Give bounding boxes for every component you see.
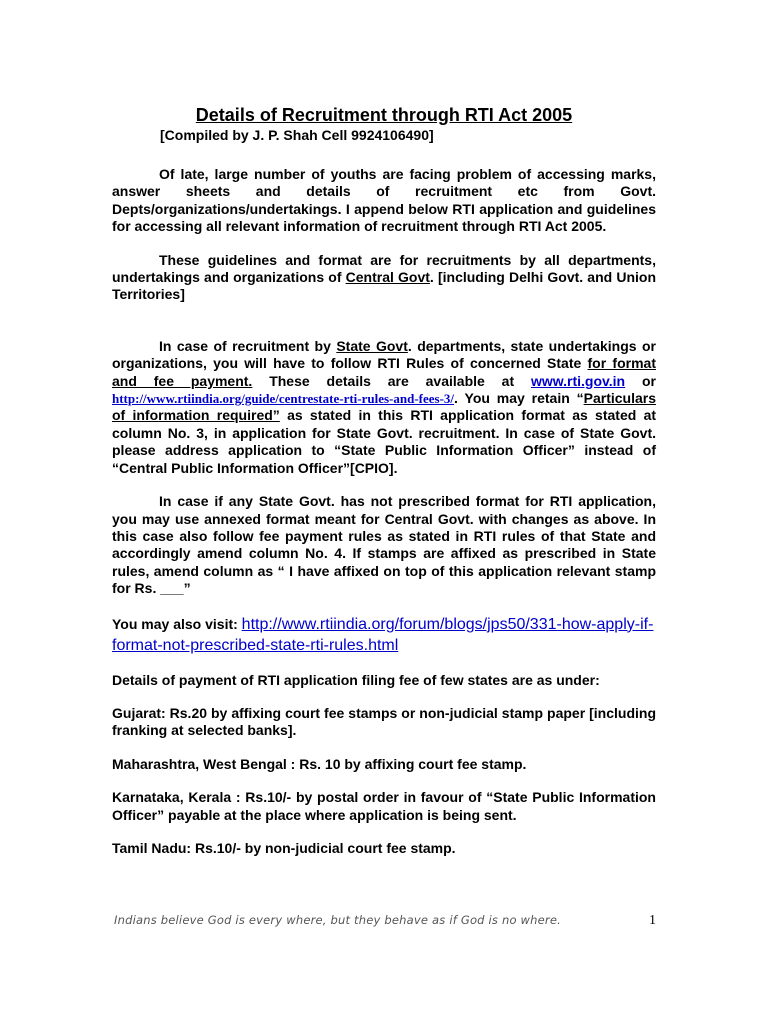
intro-paragraph: Of late, large number of youths are facing problem of accessing marks, answer sheets and details of recruitment etc from Govt. Depts/organizations/undertakings. I append below RTI application and guidelines for accessing all relevant information of recruitment through RTI Act 2005.: [112, 166, 656, 235]
page-number: 1: [649, 913, 656, 928]
no-format-paragraph: In case if any State Govt. has not prescribed format for RTI application, you may use annexed format meant for Central Govt. with changes as above. In this case also follow fee payment rules as stated in RTI rules of that State and accordingly amend column No. 4. If stamps are affixed as prescribed in State rules, amend column as “ I have affixed on top of this application relevant stamp for Rs. ___”: [112, 493, 656, 597]
fee-item-maharashtra: Maharashtra, West Bengal : Rs. 10 by affixing court fee stamp.: [112, 755, 527, 772]
format-fee-text: for format and fee payment.: [112, 355, 656, 389]
compiled-by-line: [Compiled by J. P. Shah Cell 9924106490]: [160, 127, 434, 143]
page-footer: [112, 913, 656, 933]
footer-quote: Indians believe God is every where, but they behave as if God is no where.: [114, 913, 561, 927]
text-span: . departments, state undertakings or organizations, you will have to follow RTI Rules of concerned State: [112, 337, 657, 372]
rti-gov-link[interactable]: www.rti.gov.in: [531, 372, 626, 389]
text-span: . [including Delhi Govt. and Union Territories]: [112, 269, 657, 303]
fee-item-tamil-nadu: Tamil Nadu: Rs.10/- by non-judicial court fee stamp.: [112, 839, 456, 856]
visit-label: You may also visit:: [112, 615, 242, 632]
text-span: . You may retain “: [454, 390, 584, 407]
particulars-text: Particulars of information required”: [112, 390, 656, 424]
text-span: or: [625, 372, 656, 389]
text-span: These details are available at: [252, 372, 531, 389]
fees-heading: Details of payment of RTI application filing fee of few states are as under:: [112, 671, 600, 688]
document-title: Details of Recruitment through RTI Act 2005: [195, 105, 573, 125]
rtiindia-forum-link[interactable]: http://www.rtiindia.org/forum/blogs/jps50/331-how-apply-if-format-not-prescribed-state-rti-rules.html: [112, 615, 654, 654]
text-span: In case of recruitment by: [159, 337, 337, 354]
central-govt-paragraph: [112, 252, 656, 304]
rtiindia-guide-link[interactable]: http://www.rtiindia.org/guide/centrestate-rti-rules-and-fees-3/: [112, 391, 455, 407]
document-page: [112, 104, 656, 857]
central-govt-text: Central Govt: [345, 269, 430, 286]
visit-paragraph: [112, 614, 656, 656]
fee-item-gujarat: Gujarat: Rs.20 by affixing court fee stamps or non-judicial stamp paper [including franking at selected banks].: [112, 704, 656, 739]
text-span: These guidelines and format are for recruitments by all departments, undertakings and organizations of: [112, 251, 656, 286]
state-govt-paragraph: [112, 338, 656, 477]
text-span: as stated in this RTI application format as stated at column No. 3, in application for State Govt. recruitment. In case of State Govt. please address application to “State Public Information Officer” instead of “Central Public Information Officer”[CPIO].: [112, 407, 657, 476]
fee-item-karnataka: Karnataka, Kerala : Rs.10/- by postal order in favour of “State Public Information Officer” payable at the place where application is being sent.: [112, 789, 656, 823]
state-govt-text: State Govt: [336, 337, 408, 354]
